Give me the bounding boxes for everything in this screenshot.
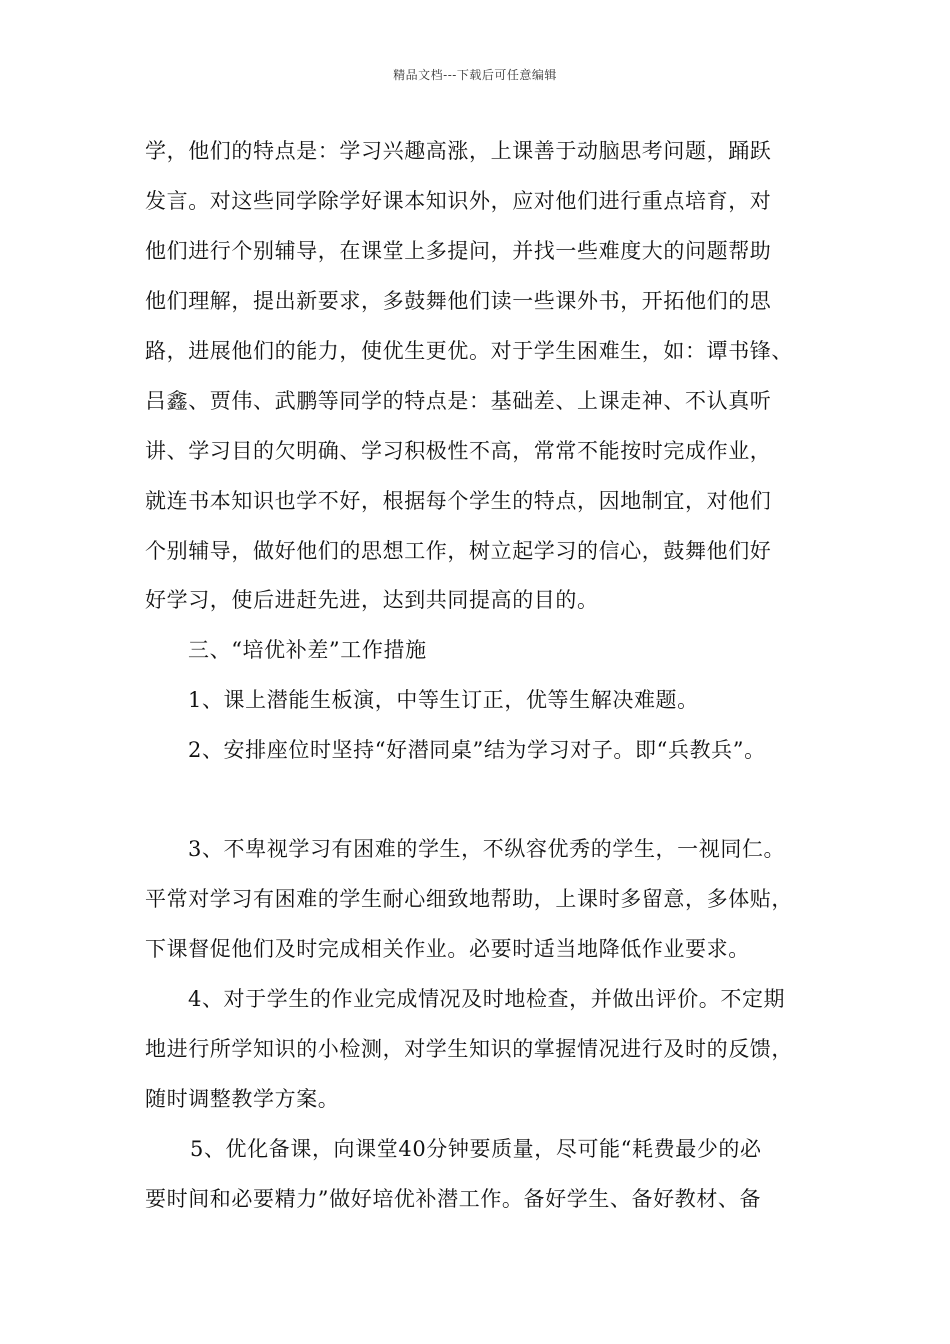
text-line: 讲、学习目的欠明确、学习积极性不高，常常不能按时完成作业， xyxy=(145,439,772,463)
list-item: 1、课上潜能生板演，中等生订正，优等生解决难题。 xyxy=(188,688,699,712)
text-line: 要时间和必要精力”做好培优补潜工作。备好学生、备好教材、备 xyxy=(145,1187,762,1211)
text-line: 就连书本知识也学不好，根据每个学生的特点，因地制宜，对他们 xyxy=(145,489,772,513)
text-line: 随时调整教学方案。 xyxy=(145,1087,340,1111)
text-line: 他们进行个别辅导，在课堂上多提问，并找一些难度大的问题帮助 xyxy=(145,239,772,263)
text-line: 他们理解，提出新要求，多鼓舞他们读一些课外书，开拓他们的思 xyxy=(145,289,772,313)
text-line: 下课督促他们及时完成相关作业。必要时适当地降低作业要求。 xyxy=(145,937,750,961)
list-item: 5、优化备课，向课堂40分钟要质量，尽可能“耗费最少的必 xyxy=(190,1137,762,1161)
text-line: 个别辅导，做好他们的思想工作，树立起学习的信心，鼓舞他们好 xyxy=(145,539,772,563)
page-header: 精品文档---下载后可任意编辑 xyxy=(393,68,557,82)
text-line: 平常对学习有困难的学生耐心细致地帮助，上课时多留意，多体贴， xyxy=(145,887,793,911)
list-item: 4、对于学生的作业完成情况及时地检查，并做出评价。不定期 xyxy=(188,987,786,1011)
list-item: 2、安排座位时坚持“好潜同桌”结为学习对子。即“兵教兵”。 xyxy=(188,738,766,762)
list-item: 3、不卑视学习有困难的学生，不纵容优秀的学生，一视同仁。 xyxy=(188,837,786,861)
text-line: 地进行所学知识的小检测，对学生知识的掌握情况进行及时的反馈， xyxy=(145,1037,793,1061)
text-line: 吕鑫、贾伟、武鹏等同学的特点是：基础差、上课走神、不认真听 xyxy=(145,389,772,413)
text-line: 学，他们的特点是：学习兴趣高涨，上课善于动脑思考问题，踊跃 xyxy=(145,139,772,163)
text-line: 好学习，使后进赶先进，达到共同提高的目的。 xyxy=(145,588,599,612)
text-line: 路，进展他们的能力，使优生更优。对于学生困难生，如：谭书锋、 xyxy=(145,339,793,363)
section-heading: 三、“培优补差”工作措施 xyxy=(188,638,427,662)
text-line: 发言。对这些同学除学好课本知识外，应对他们进行重点培育，对 xyxy=(145,189,772,213)
